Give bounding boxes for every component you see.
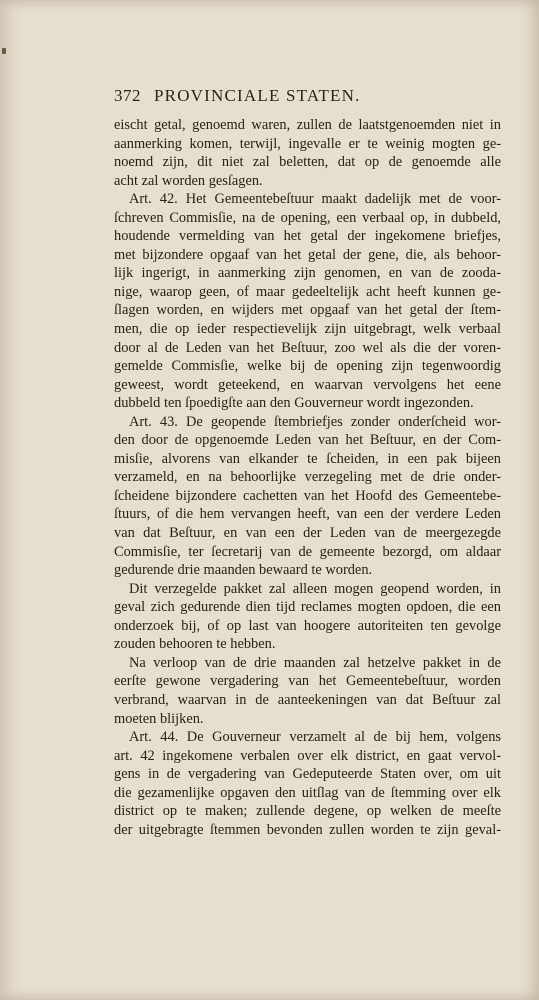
text-line: moeten blijken. (114, 710, 204, 727)
text-line: zouden behooren te hebben. (114, 636, 276, 653)
text-line: Art. 42. Het Gemeentebeſtuur maakt dadelijk met de voor- (129, 191, 501, 208)
text-line: Commisſie, ter ſecretarij van de gemeente bezorgd, om aldaar (114, 543, 501, 560)
text-line: die gezamenlijke opgaven den uitſlag van de ſtemming over elk (114, 784, 501, 801)
text-line: acht zal worden gesſagen. (114, 172, 263, 189)
page-header (114, 86, 414, 108)
text-line: met bijzondere opgaaf van het getal der gene, die, als behoor- (114, 246, 501, 263)
text-line: houdende vermelding van het getal der ingekomene briefjes, (114, 228, 501, 245)
text-line: art. 42 ingekomene verbalen over elk district, en gaat vervol- (114, 747, 501, 764)
text-line: Art. 43. De geopende ſtembriefjes zonder onderſcheid wor- (129, 413, 501, 430)
text-line: Dit verzegelde pakket zal alleen mogen geopend worden, in (129, 580, 501, 597)
text-line: eerſte gewone vergadering van het Gemeentebeſtuur, worden (114, 673, 501, 690)
text-line: Na verloop van de drie maanden zal hetzelve pakket in de (129, 654, 501, 671)
text-line: Art. 44. De Gouverneur verzamelt al de bij hem, volgens (129, 729, 501, 746)
text-line: dubbeld ten ſpoedigſte aan den Gouverneur wordt ingezonden. (114, 395, 474, 412)
text-line: lijk ingerigt, in aanmerking zijn genomen, en van de zooda- (114, 265, 501, 282)
text-line: ſtuurs, of die hem vervangen heeft, van een der verdere Leden (114, 506, 501, 523)
text-line: district op te maken; zullende degene, op welken de meeſte (114, 803, 501, 820)
text-line: aanmerking komen, terwijl, ingevalle er te weinig mogten ge- (114, 135, 501, 152)
binding-mark (2, 48, 6, 54)
text-line: ſlagen worden, en wijders met opgaaf van het getal der ſtem- (114, 302, 501, 319)
text-line: noemd zijn, dit niet zal beletten, dat op de genoemde alle (114, 154, 501, 171)
text-line: ſchreven Commisſie, na de opening, een verbaal op, in dubbeld, (114, 209, 501, 226)
page-number: 372 (114, 86, 141, 105)
body-text (114, 116, 501, 839)
text-line: den door de opgenoemde Leden van het Beſtuur, en der Com- (114, 432, 501, 449)
text-line: misſie, alvorens van elkander te ſcheiden, in een pak bijeen (114, 450, 501, 467)
text-line: ſcheidene bijzondere cachetten van het Hoofd des Gemeentebe- (114, 487, 501, 504)
text-line: der uitgebragte ſtemmen bevonden zullen worden te zijn geval- (114, 821, 501, 838)
text-line: onderzoek bij, of op last van hoogere autoriteiten ten gevolge (114, 617, 501, 634)
text-line: gedurende drie maanden bewaard te worden. (114, 562, 373, 579)
text-line: verzameld, en na behoorlijke verzegeling met de drie onder- (114, 469, 501, 486)
text-line: gemelde Commisſie, welke bij de opening zijn tegenwoordig (114, 358, 501, 375)
text-line: verbrand, waarvan in de aanteekeningen van dat Beſtuur zal (114, 691, 501, 708)
text-line: eischt getal, genoemd waren, zullen de laatstgenoemden niet in (114, 117, 501, 133)
text-line: men, die op ieder respectievelijk zijn uitgebragt, welk verbaal (114, 321, 501, 338)
text-line: van dat Beſtuur, en van een der Leden van de meergezegde (114, 525, 501, 542)
text-line: door al de Leden van het Beſtuur, zoo wel als die der voren- (114, 339, 501, 356)
running-title: PROVINCIALE STATEN. (154, 86, 361, 105)
text-line: nige, waarop geen, of maar gedeeltelijk acht heeft kunnen ge- (114, 283, 501, 300)
text-line: geval zich gedurende dien tijd reclames mogten opdoen, die een (114, 599, 501, 616)
text-line: gens in de vergadering van Gedeputeerde Staten over, om uit (114, 766, 501, 783)
text-line: geweest, wordt geteekend, en waarvan vervolgens het eene (114, 376, 501, 393)
